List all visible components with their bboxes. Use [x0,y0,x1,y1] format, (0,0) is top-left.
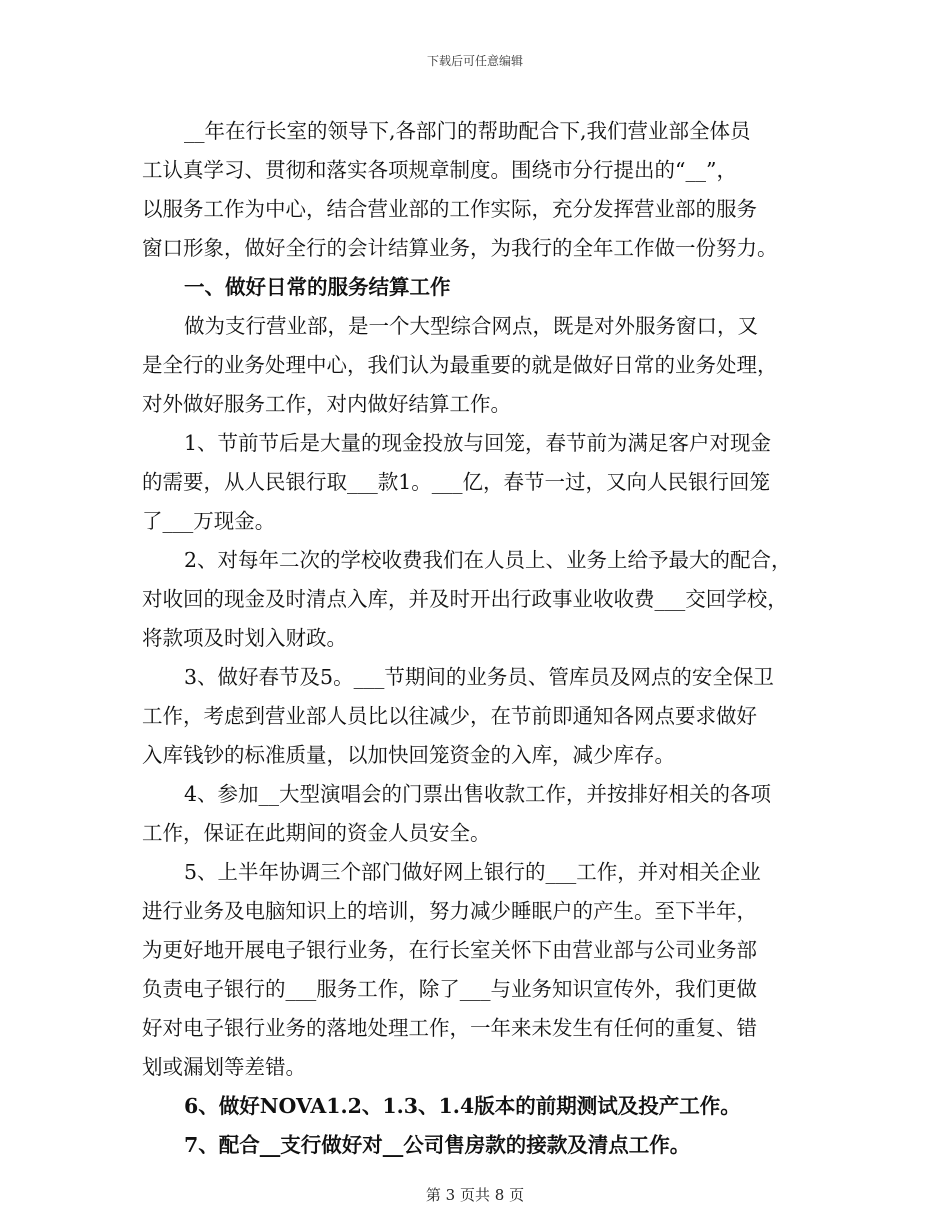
text-line: 进行业务及电脑知识上的培训，努力减少睡眠户的产生。至下半年， [142,899,757,923]
text-line: 3、做好春节及5。___节期间的业务员、管库员及网点的安全保卫 [184,665,774,689]
text-line: 对收回的现金及时清点入库，并及时开出行政事业收收费___交回学校， [142,587,788,611]
text-line: 是全行的业务处理中心，我们认为最重要的就是做好日常的业务处理， [142,353,778,377]
text-line: __年在行长室的领导下,各部门的帮助配合下,我们营业部全体员 [184,119,751,143]
list-item-2 [142,541,822,658]
heading-text: 一、做好日常的服务结算工作 [184,275,451,299]
text-line: 4、参加__大型演唱会的门票出售收款工作，并按排好相关的各项 [184,782,772,806]
text-line: 工作，保证在此期间的资金人员安全。 [142,821,491,845]
text-line: 2、对每年二次的学校收费我们在人员上、业务上给予最大的配合， [184,548,792,572]
text-line: 入库钱钞的标准质量，以加快回笼资金的入库，减少库存。 [142,743,675,767]
list-item-7 [142,1126,822,1165]
list-item-6 [142,1087,822,1126]
text-line: 6、做好NOVA1.2、1.3、1.4版本的前期测试及投产工作。 [184,1094,741,1118]
text-line: 了___万现金。 [142,509,276,533]
text-line: 工认真学习、贯彻和落实各项规章制度。围绕市分行提出的“__”， [142,158,737,182]
text-line: 负责电子银行的___服务工作，除了___与业务知识宣传外，我们更做 [142,977,757,1001]
list-item-1 [142,424,822,541]
text-line: 以服务工作为中心，结合营业部的工作实际，充分发挥营业部的服务 [142,197,757,221]
list-item-3 [142,658,822,775]
text-line: 5、上半年协调三个部门做好网上银行的___工作，并对相关企业 [184,860,761,884]
page-header: 下载后可任意编辑 [426,54,523,68]
text-line: 7、配合__支行做好对__公司售房款的接款及清点工作。 [184,1133,691,1157]
text-line: 工作，考虑到营业部人员比以往减少，在节前即通知各网点要求做好 [142,704,757,728]
text-line: 的需要，从人民银行取___款1。___亿，春节一过，又向人民银行回笼 [142,470,771,494]
text-line: 窗口形象，做好全行的会计结算业务，为我行的全年工作做一份努力。 [142,236,778,260]
text-line: 好对电子银行业务的落地处理工作，一年来未发生有任何的重复、错 [142,1016,757,1040]
text-line: 1、节前节后是大量的现金投放与回笼，春节前为满足客户对现金 [184,431,772,455]
intro-paragraph [142,112,822,268]
text-line: 做为支行营业部，是一个大型综合网点，既是对外服务窗口，又 [184,314,758,338]
body-paragraph [142,307,822,424]
section-heading [142,268,822,307]
text-line: 对外做好服务工作，对内做好结算工作。 [142,392,511,416]
document-body [142,112,822,1165]
page-footer: 第 3 页共 8 页 [425,1186,525,1204]
text-line: 为更好地开展电子银行业务，在行长室关怀下由营业部与公司业务部 [142,938,757,962]
text-line: 将款项及时划入财政。 [142,626,347,650]
text-line: 划或漏划等差错。 [142,1055,306,1079]
list-item-5 [142,853,822,1087]
list-item-4 [142,775,822,853]
